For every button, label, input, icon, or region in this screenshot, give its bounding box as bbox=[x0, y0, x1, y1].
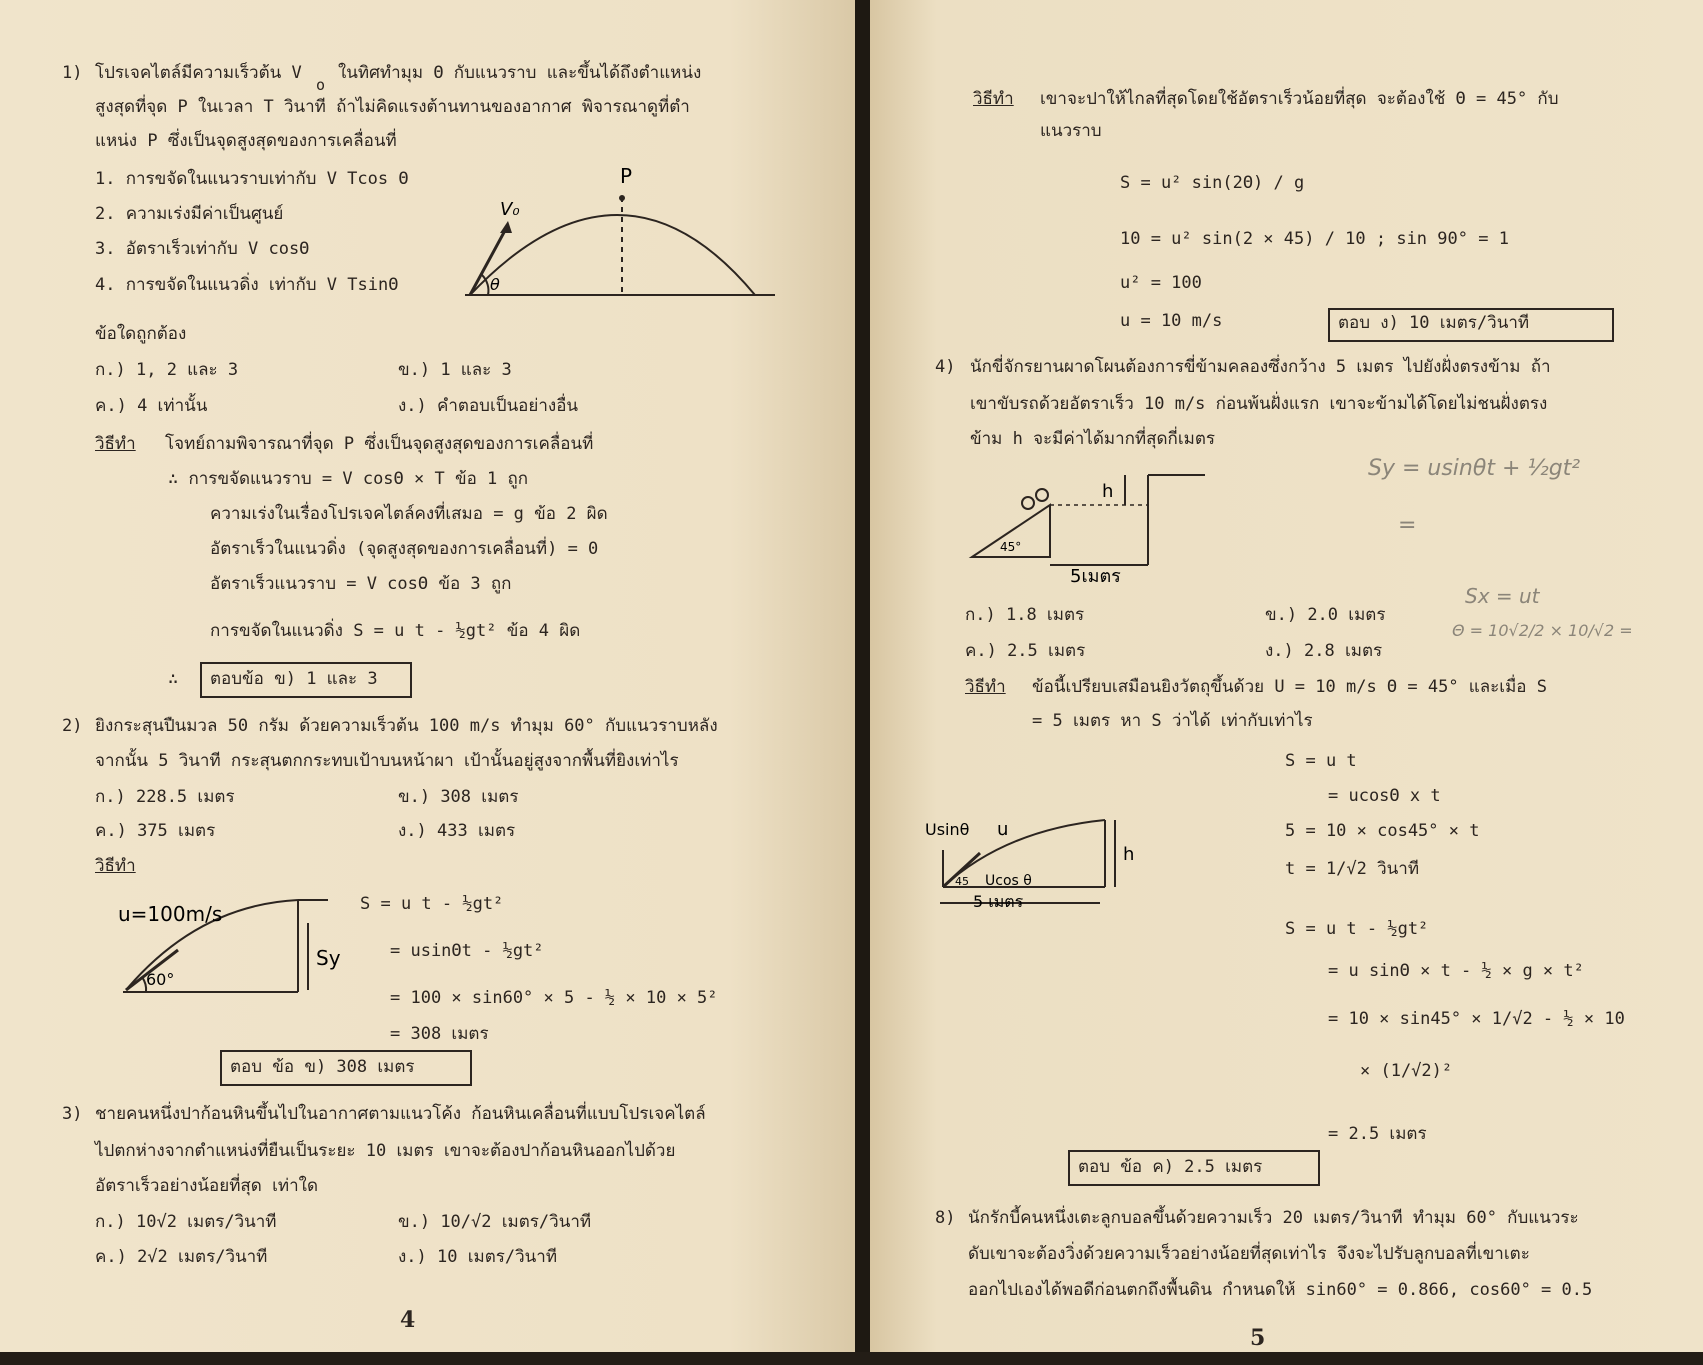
q2-equation: = 100 × sin60° × 5 - ½ × 10 × 5² bbox=[390, 988, 718, 1008]
solution-label: วิธีทำ bbox=[95, 434, 136, 454]
q1-line: แหน่ง P ซึ่งเป็นจุดสูงสุดของการเคลื่อนที่ bbox=[95, 131, 397, 151]
choice-b: ข.) 10/√2 เมตร/วินาที bbox=[398, 1212, 592, 1232]
solution-label: วิธีทำ bbox=[973, 89, 1014, 109]
q3-equation: u = 10 m/s bbox=[1120, 311, 1223, 331]
q3-equation: S = u² sin(2Θ) / g bbox=[1120, 173, 1305, 193]
q4-equation: S = u t bbox=[1285, 751, 1357, 771]
arrow-head-icon bbox=[500, 221, 512, 233]
q4-line: นักขี่จักรยานผาดโผนต้องการขี่ข้ามคลองซึ่งกว้าง 5 เมตร ไปยังฝั่งตรงข้าม ถ้า bbox=[970, 357, 1551, 377]
book-bottom-edge bbox=[0, 1352, 1703, 1365]
solution-label: วิธีทำ bbox=[965, 677, 1006, 697]
q4-equation: × (1/√2)² bbox=[1360, 1061, 1453, 1081]
solution-line: ความเร่งในเรื่องโปรเจคไตล์คงที่เสมอ = g ข้อ 2 ผิด bbox=[210, 504, 608, 524]
u-label: u bbox=[997, 819, 1009, 840]
choice-c: ค.) 2.5 เมตร bbox=[965, 641, 1086, 661]
sy-label: Sy bbox=[316, 946, 341, 970]
u-label: u=100m/s bbox=[118, 902, 223, 926]
bicycle-icon bbox=[1022, 497, 1034, 509]
pencil-note: = bbox=[1398, 513, 1417, 538]
pencil-note: Sy = usinθt + ½gt² bbox=[1368, 456, 1581, 481]
q8-line: ดับเขาจะต้องวิ่งด้วยความเร็วอย่างน้อยที่สุดเท่าไร จึงจะไปรับลูกบอลที่เขาเตะ bbox=[968, 1244, 1530, 1264]
apex-point bbox=[619, 195, 625, 201]
q2-number: 2) bbox=[62, 716, 83, 736]
q4-equation: = u sinΘ × t - ½ × g × t² bbox=[1328, 961, 1584, 981]
q4-number: 4) bbox=[935, 357, 956, 377]
solution-line: โจทย์ถามพิจารณาที่จุด P ซึ่งเป็นจุดสูงสุดของการเคลื่อนที่ bbox=[165, 434, 594, 454]
right-page bbox=[870, 0, 1703, 1352]
q3-equation: u² = 100 bbox=[1120, 273, 1202, 293]
q1-line: ในทิศทำมุม Θ กับแนวราบ และขึ้นได้ถึงตำแหน่ง bbox=[338, 63, 702, 83]
solution-line: อัตราเร็วในแนวดิ่ง (จุดสูงสุดของการเคลื่อนที่) = 0 bbox=[210, 539, 599, 559]
choice-a: ก.) 1.8 เมตร bbox=[965, 605, 1085, 625]
q4-answer: ตอบ ข้อ ค) 2.5 เมตร bbox=[1078, 1157, 1263, 1177]
q1-line: สูงสุดที่จุด P ในเวลา T วินาที ถ้าไม่คิดแรงต้านทานของอากาศ พิจารณาดูที่ตำ bbox=[95, 97, 690, 117]
q4-equation: S = u t - ½gt² bbox=[1285, 919, 1429, 939]
width-label: 5เมตร bbox=[1070, 566, 1121, 587]
choice-c: ค.) 375 เมตร bbox=[95, 821, 216, 841]
choice-b: ข.) 308 เมตร bbox=[398, 787, 519, 807]
q1-line: โปรเจคไตล์มีความเร็วต้น V bbox=[95, 63, 302, 83]
pencil-note: Sx = ut bbox=[1465, 584, 1540, 608]
choice-d: ง.) 10 เมตร/วินาที bbox=[398, 1247, 558, 1267]
q2-equation: S = u t - ½gt² bbox=[360, 894, 504, 914]
q1-answer: ตอบข้อ ข) 1 และ 3 bbox=[210, 669, 378, 689]
q2-equation: = usinΘt - ½gt² bbox=[390, 941, 544, 961]
trajectory-curve bbox=[470, 215, 755, 295]
page-number: 4 bbox=[400, 1307, 416, 1333]
q4-canal-figure bbox=[970, 465, 1230, 585]
q4-equation: = 10 × sin45° × 1/√2 - ½ × 10 bbox=[1328, 1009, 1625, 1029]
pencil-note: Θ = 10√2/2 × 10/√2 = bbox=[1452, 621, 1633, 640]
q3-line: อัตราเร็วอย่างน้อยที่สุด เท่าใด bbox=[95, 1176, 318, 1196]
q1-statement: 4. การขจัดในแนวดิ่ง เท่ากับ V TsinΘ bbox=[95, 275, 399, 295]
solution-line: ∴ การขจัดแนวราบ = V cosΘ × T ข้อ 1 ถูก bbox=[168, 469, 529, 489]
q4-equation: = 2.5 เมตร bbox=[1328, 1124, 1427, 1144]
velocity-arrow bbox=[470, 225, 508, 295]
q3-solution-line: เขาจะปาให้ไกลที่สุดโดยใช้อัตราเร็วน้อยที่สุด จะต้องใช้ Θ = 45° กับ bbox=[1040, 89, 1559, 109]
solution-label: วิธีทำ bbox=[95, 856, 136, 876]
q4-solution-line: ข้อนี้เปรียบเสมือนยิงวัตถุขึ้นด้วย U = 10 m/s Θ = 45° และเมื่อ S bbox=[1032, 677, 1547, 697]
choice-b: ข.) 2.0 เมตร bbox=[1265, 605, 1386, 625]
q2-answer: ตอบ ข้อ ข) 308 เมตร bbox=[230, 1057, 415, 1077]
subscript: o bbox=[316, 76, 326, 94]
q2-line: ยิงกระสุนปืนมวล 50 กรัม ด้วยความเร็วต้น 100 m/s ทำมุม 60° กับแนวราบหลัง bbox=[95, 716, 718, 736]
h-label: h bbox=[1123, 844, 1135, 865]
solution-line: การขจัดในแนวดิ่ง S = u t - ½gt² ข้อ 4 ผิด bbox=[210, 621, 581, 641]
choice-a: ก.) 10√2 เมตร/วินาที bbox=[95, 1212, 277, 1232]
choice-d: ง.) 2.8 เมตร bbox=[1265, 641, 1383, 661]
q1-question: ข้อใดถูกต้อง bbox=[95, 324, 187, 344]
q4-line: ข้าม h จะมีค่าได้มากที่สุดกี่เมตร bbox=[970, 429, 1216, 449]
q4-equation: = ucosΘ x t bbox=[1328, 786, 1441, 806]
q2-line: จากนั้น 5 วินาที กระสุนตกกระทบเป้าบนหน้าผา เป้านั้นอยู่สูงจากพื้นที่ยิงเท่าไร bbox=[95, 751, 679, 771]
choice-c: ค.) 4 เท่านั้น bbox=[95, 396, 208, 416]
q4-line: เขาขับรถด้วยอัตราเร็ว 10 m/s ก่อนพ้นฝั่งแรก เขาจะข้ามได้โดยไม่ชนฝั่งตรง bbox=[970, 394, 1548, 414]
h-label: h bbox=[1102, 481, 1114, 502]
q4-solution-line: = 5 เมตร หา S ว่าได้ เท่ากับเท่าไร bbox=[1032, 711, 1313, 731]
angle-label: 45° bbox=[1000, 540, 1022, 554]
q1-statement: 2. ความเร่งมีค่าเป็นศูนย์ bbox=[95, 204, 284, 224]
q1-statement: 3. อัตราเร็วเท่ากับ V cosΘ bbox=[95, 239, 310, 259]
q2-equation: = 308 เมตร bbox=[390, 1024, 489, 1044]
q8-line: นักรักบี้คนหนึ่งเตะลูกบอลขึ้นด้วยความเร็ว 20 เมตร/วินาที ทำมุม 60° กับแนวระ bbox=[968, 1208, 1579, 1228]
v0-label: V₀ bbox=[500, 199, 520, 220]
q3-equation: 10 = u² sin(2 × 45) / 10 ; sin 90° = 1 bbox=[1120, 229, 1509, 249]
q8-line: ออกไปเองได้พอดีก่อนตกถึงพื้นดิน กำหนดให้ sin60° = 0.866, cos60° = 0.5 bbox=[968, 1280, 1593, 1300]
point-p-label: P bbox=[620, 164, 633, 188]
choice-b: ข.) 1 และ 3 bbox=[398, 360, 512, 380]
ucos-label: Ucos θ bbox=[985, 873, 1032, 889]
choice-d: ง.) คำตอบเป็นอย่างอื่น bbox=[398, 396, 579, 416]
page-number: 5 bbox=[1250, 1325, 1266, 1351]
q4-equation: 5 = 10 × cos45° × t bbox=[1285, 821, 1480, 841]
q1-projectile-figure bbox=[460, 165, 780, 300]
usin-label: Usinθ bbox=[925, 820, 970, 839]
theta-label: θ bbox=[490, 275, 500, 294]
q4-velocity-figure bbox=[925, 815, 1140, 910]
q4-equation: t = 1/√2 วินาที bbox=[1285, 859, 1420, 879]
angle-label: 60° bbox=[146, 970, 175, 989]
q2-cliff-figure bbox=[118, 895, 348, 1005]
choice-a: ก.) 1, 2 และ 3 bbox=[95, 360, 239, 380]
width-label: 5 เมตร bbox=[973, 892, 1024, 911]
q3-line: ไปตกห่างจากตำแหน่งที่ยืนเป็นระยะ 10 เมตร เขาจะต้องปาก้อนหินออกไปด้วย bbox=[95, 1141, 676, 1161]
q1-number: 1) bbox=[62, 63, 83, 83]
q1-statement: 1. การขจัดในแนวราบเท่ากับ V Tcos Θ bbox=[95, 169, 409, 189]
choice-c: ค.) 2√2 เมตร/วินาที bbox=[95, 1247, 268, 1267]
q3-line: ชายคนหนึ่งปาก้อนหินขึ้นไปในอากาศตามแนวโค้ง ก้อนหินเคลื่อนที่แบบโปรเจคไตล์ bbox=[95, 1104, 706, 1124]
choice-a: ก.) 228.5 เมตร bbox=[95, 787, 235, 807]
choice-d: ง.) 433 เมตร bbox=[398, 821, 516, 841]
angle-label: 45 bbox=[955, 875, 969, 888]
solution-line: อัตราเร็วแนวราบ = V cosΘ ข้อ 3 ถูก bbox=[210, 574, 512, 594]
q8-number: 8) bbox=[935, 1208, 956, 1228]
q3-answer: ตอบ ง) 10 เมตร/วินาที bbox=[1338, 313, 1530, 333]
left-page bbox=[0, 0, 858, 1352]
therefore-symbol: ∴ bbox=[168, 669, 179, 689]
q3-number: 3) bbox=[62, 1104, 83, 1124]
q3-solution-line: แนวราบ bbox=[1040, 121, 1102, 141]
